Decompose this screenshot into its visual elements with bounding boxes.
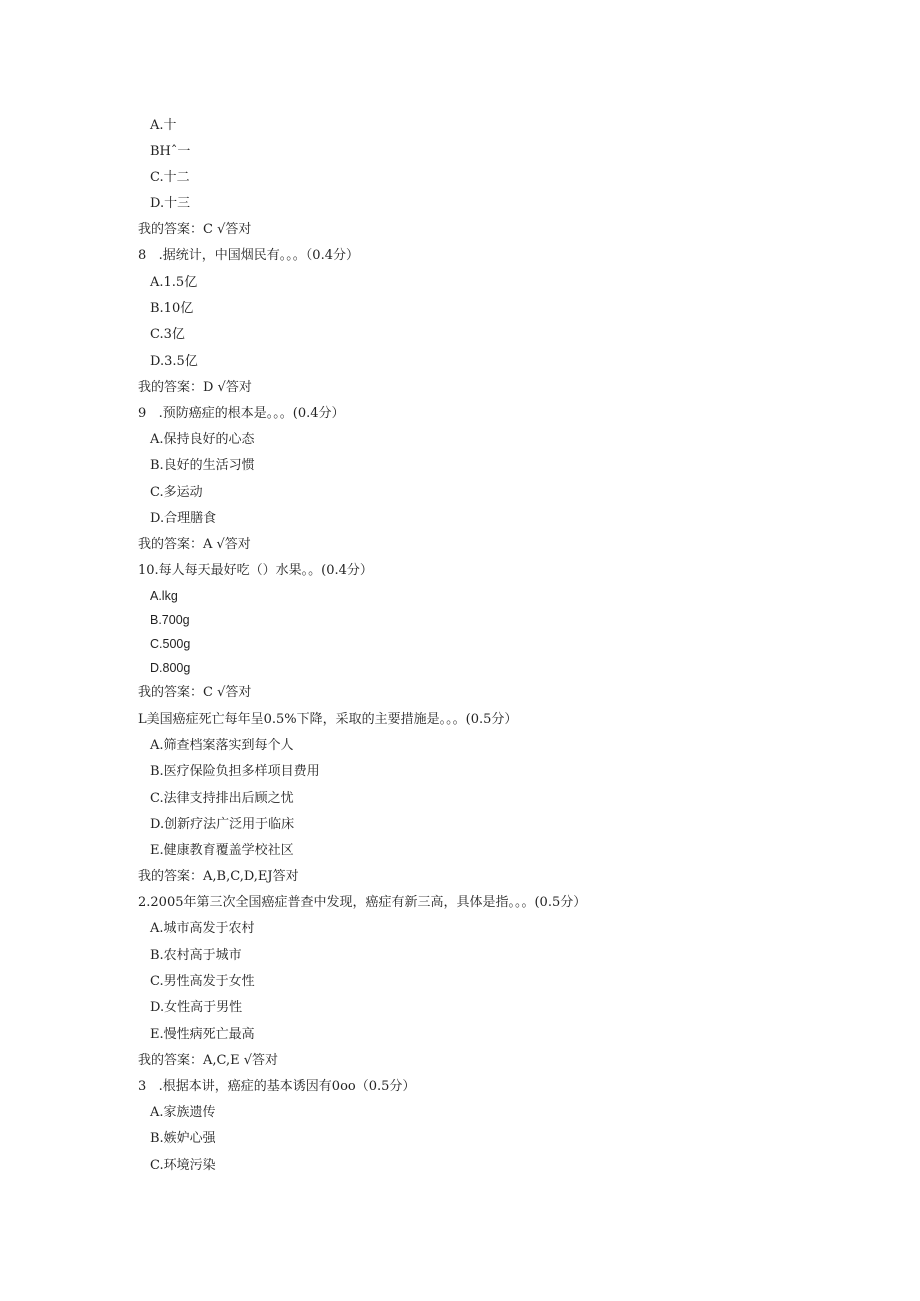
m3-option-b: B.嫉妒心强: [150, 1131, 216, 1146]
m1-answer: 我的答案：A,B,C,D,EJ答对: [138, 869, 299, 884]
q9-option-a: A.保持良好的心态: [150, 432, 255, 447]
m1-option-b: B.医疗保险负担多样项目费用: [150, 764, 320, 779]
m3-stem: 3 .根据本讲，癌症的基本诱因有0oo（0.5分）: [138, 1079, 416, 1094]
m2-option-d: D.女性高于男性: [150, 1000, 243, 1015]
m2-option-c: C.男性高发于女性: [150, 974, 255, 989]
q7-answer: 我的答案：C √答对: [138, 222, 252, 237]
m1-option-e: E.健康教育覆盖学校社区: [150, 843, 294, 858]
m2-option-b: B.农村高于城市: [150, 948, 242, 963]
m2-answer: 我的答案：A,C,E √答对: [138, 1053, 279, 1068]
q9-stem: 9 .预防癌症的根本是。。。(0.4分）: [138, 406, 345, 421]
m1-option-a: A.筛查档案落实到每个人: [150, 738, 294, 753]
q8-answer: 我的答案：D √答对: [138, 380, 252, 395]
q10-option-b: B.700g: [150, 613, 190, 627]
q10-option-a: A.lkg: [150, 589, 178, 603]
m1-stem: L美国癌症死亡每年呈0.5%下降，采取的主要措施是。。。(0.5分）: [138, 712, 518, 727]
q8-option-c: C.3亿: [150, 327, 185, 342]
q8-option-b: B.10亿: [150, 301, 194, 316]
q7-option-d: D.十三: [150, 196, 191, 211]
m3-option-c: C.环境污染: [150, 1158, 216, 1173]
q10-stem: 10.每人每天最好吃（）水果。。(0.4分）: [138, 563, 373, 578]
m1-option-d: D.创新疗法广泛用于临床: [150, 817, 295, 832]
q7-option-a: A.十: [150, 118, 177, 133]
m2-option-a: A.城市高发于农村: [150, 921, 255, 936]
q10-option-c: C.500g: [150, 637, 191, 651]
m1-option-c: C.法律支持排出后顾之忧: [150, 791, 294, 806]
q8-option-a: A.1.5亿: [150, 275, 198, 290]
q8-stem: 8 .据统计，中国烟民有。。。（0.4分）: [138, 248, 359, 263]
m2-stem: 2.2005年第三次全国癌症普查中发现，癌症有新三高，具体是指。。。(0.5分）: [138, 895, 587, 910]
q9-option-b: B.良好的生活习惯: [150, 458, 255, 473]
q9-answer: 我的答案：A √答对: [138, 537, 251, 552]
q9-option-d: D.合理膳食: [150, 511, 217, 526]
m2-option-e: E.慢性病死亡最高: [150, 1027, 255, 1042]
q7-option-b: BHˆ一: [150, 144, 191, 159]
q10-option-d: D.800g: [150, 661, 191, 675]
q8-option-d: D.3.5亿: [150, 354, 198, 369]
q9-option-c: C.多运动: [150, 485, 203, 500]
q10-answer: 我的答案：C √答对: [138, 685, 252, 700]
q7-option-c: C.十二: [150, 170, 190, 185]
m3-option-a: A.家族遗传: [150, 1105, 216, 1120]
